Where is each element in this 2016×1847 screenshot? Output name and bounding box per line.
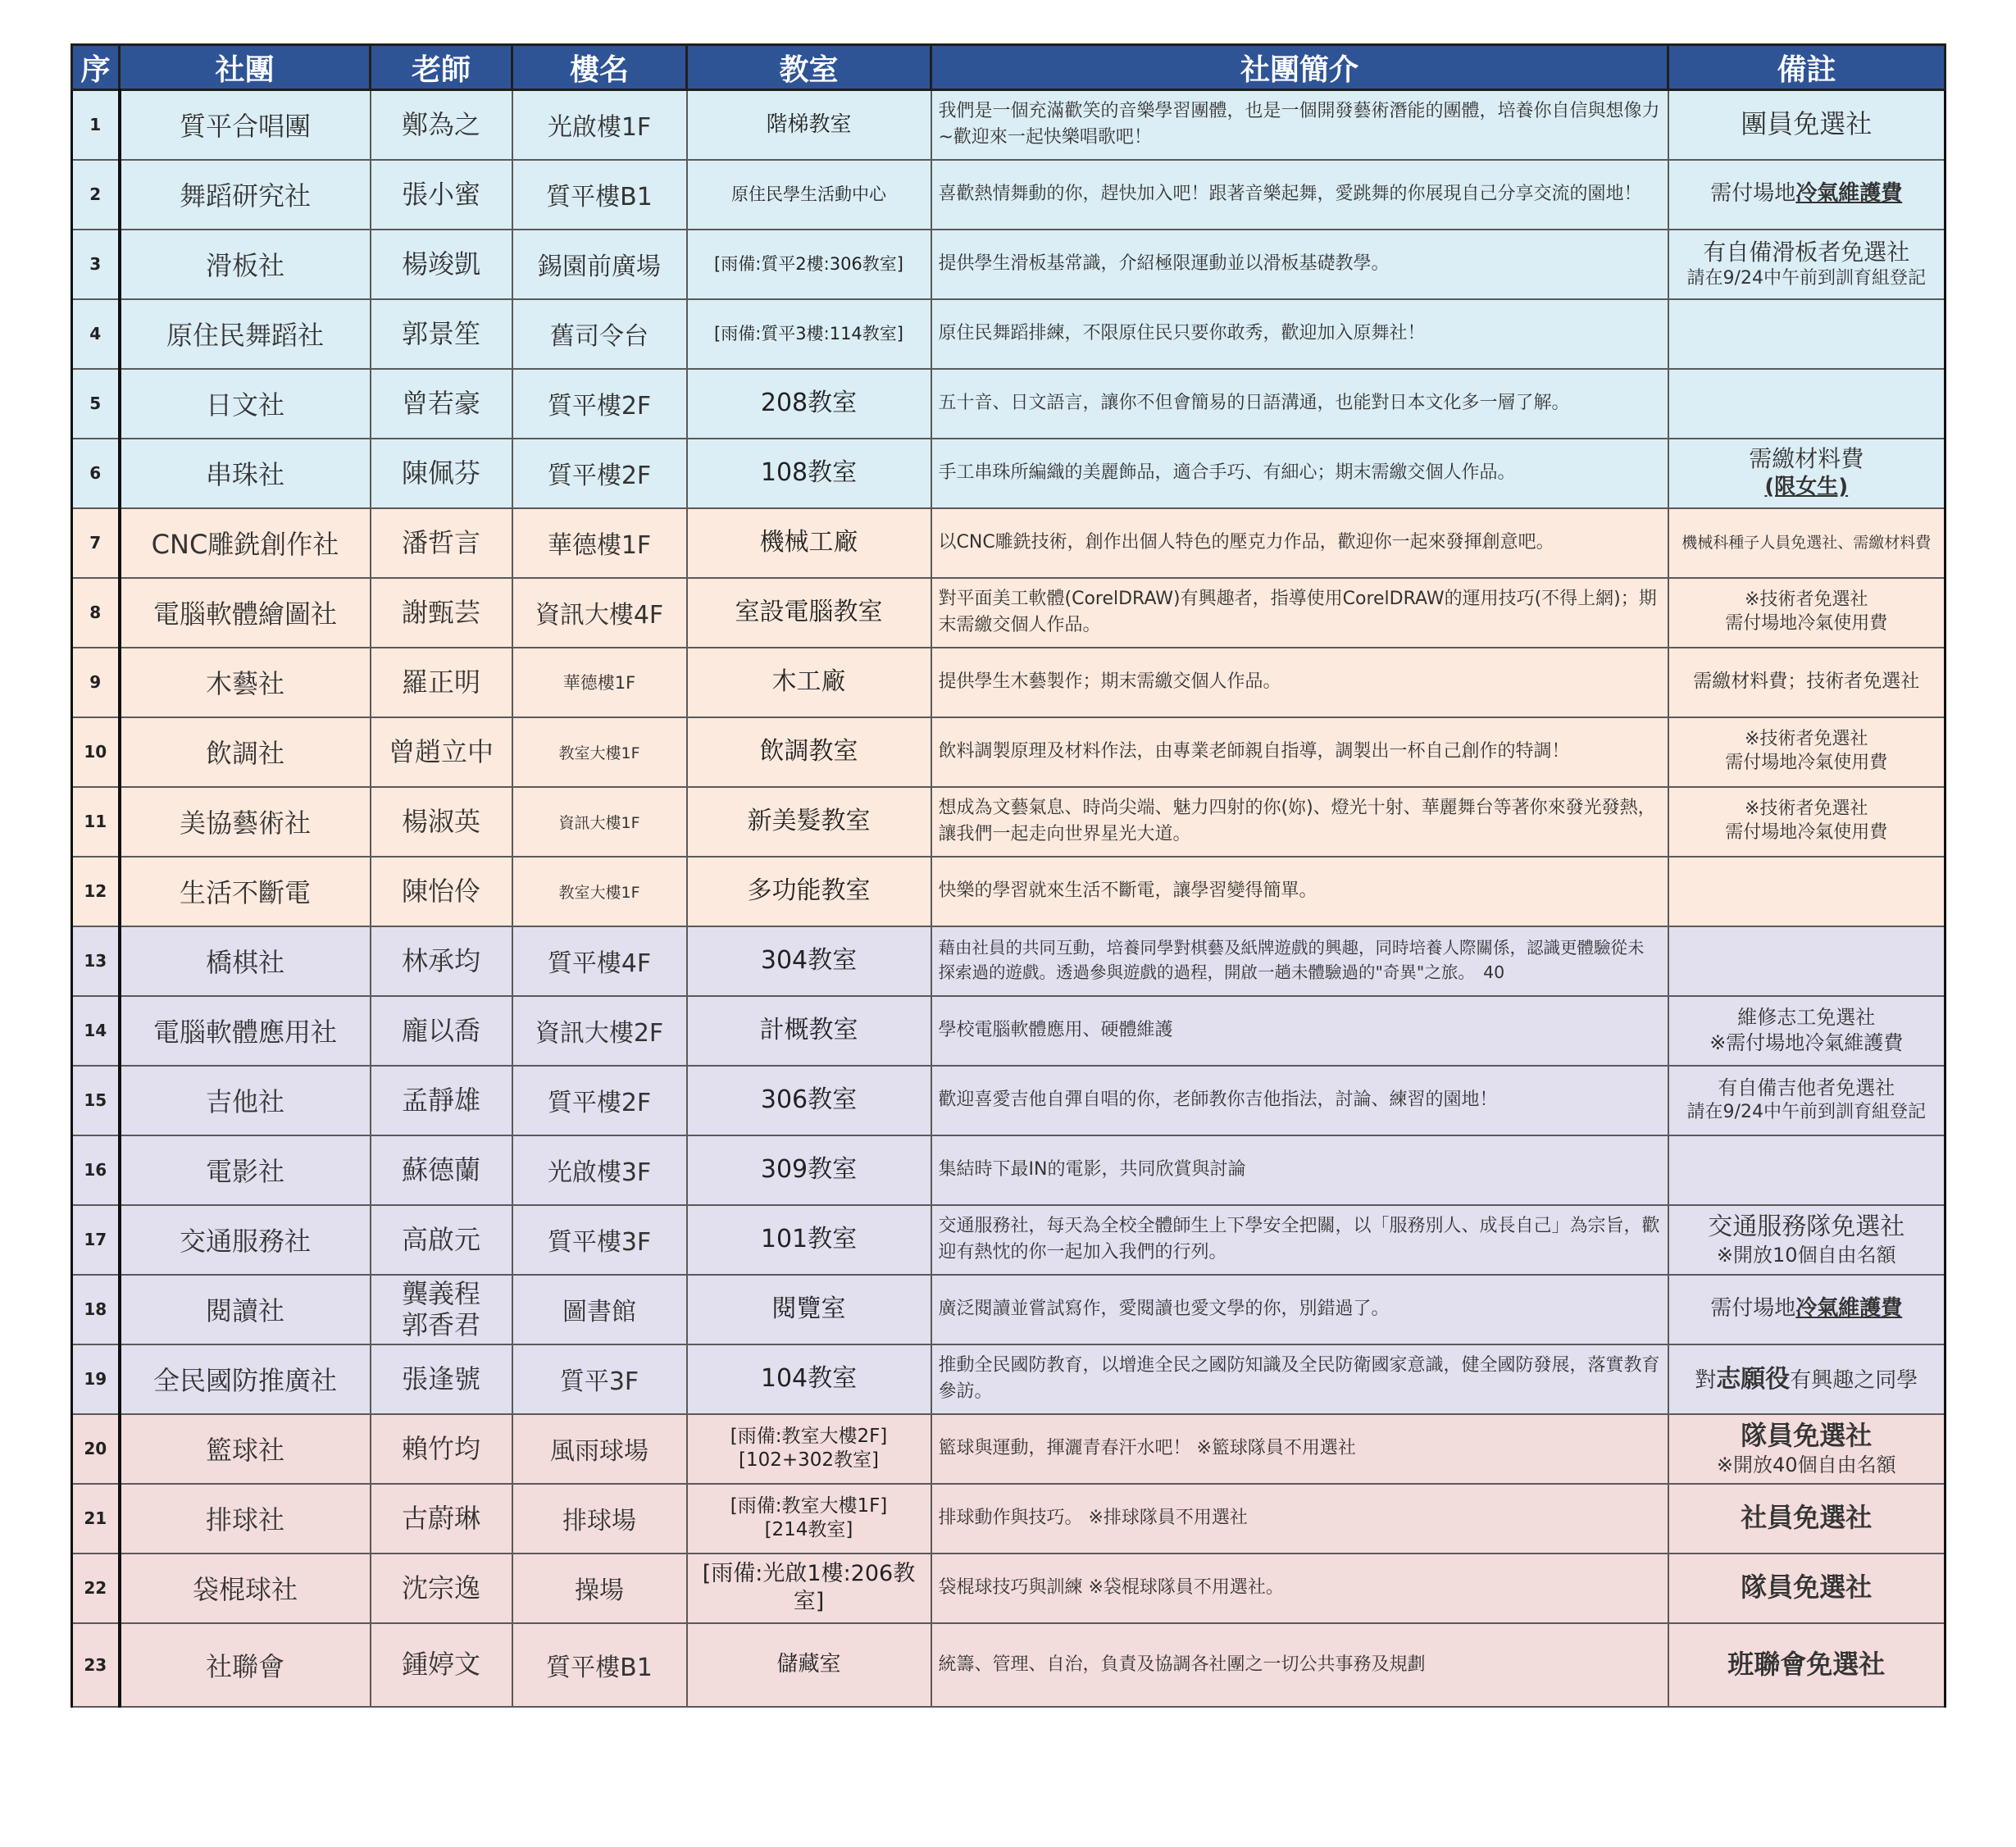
room-cell <box>687 1484 931 1554</box>
note-cell <box>1668 1414 1945 1484</box>
table-row <box>72 1623 1945 1707</box>
seq-cell: 13 <box>72 926 120 996</box>
building-cell: 華德樓1F <box>512 508 687 578</box>
intro-cell: 喜歡熱情舞動的你，趕快加入吧！跟著音樂起舞，愛跳舞的你展現自己分享交流的園地！ <box>931 160 1668 230</box>
note-subtext: 請在9/24中午前到訓育組登記 <box>1686 1102 1926 1123</box>
room-cell: 309教室 <box>687 1135 931 1205</box>
building-cell: 質平樓4F <box>512 926 687 996</box>
note-subtext: 需付場地冷氣使用費 <box>1725 613 1888 634</box>
seq-cell: 6 <box>72 439 120 508</box>
teacher-cell: 郭景笙 <box>371 299 512 369</box>
table-row <box>72 578 1945 648</box>
note-subtext: 請在9/24中午前到訓育組登記 <box>1686 267 1926 289</box>
table-row <box>72 1066 1945 1135</box>
note-cell <box>1668 1344 1945 1414</box>
teacher-cell: 潘哲言 <box>371 508 512 578</box>
note-text: 需繳材料費 <box>1749 444 1864 472</box>
seq-cell: 3 <box>72 230 120 299</box>
seq-cell: 18 <box>72 1275 120 1344</box>
table-row <box>72 787 1945 857</box>
intro-cell: 交通服務社，每天為全校全體師生上下學安全把關，以「服務別人、成長自己」為宗旨，歡迎有熱忱的你一起加入我們的行列。 <box>931 1205 1668 1275</box>
teacher-cell: 楊竣凱 <box>371 230 512 299</box>
note-subtext: ※開放10個自由名額 <box>1716 1243 1896 1267</box>
building-cell: 資訊大樓1F <box>512 787 687 857</box>
table-row <box>72 1205 1945 1275</box>
building-cell: 操場 <box>512 1554 687 1623</box>
note-cell <box>1668 160 1945 230</box>
note-cell: 隊員免選社 <box>1668 1554 1945 1623</box>
room-text: 室] <box>793 1589 825 1614</box>
building-cell: 質平樓2F <box>512 369 687 439</box>
club-name-cell: 串珠社 <box>120 439 371 508</box>
header-note: 備註 <box>1668 45 1945 90</box>
club-name-cell: 飲調社 <box>120 717 371 787</box>
seq-cell: 23 <box>72 1623 120 1707</box>
note-subtext: (限女生) <box>1764 475 1849 500</box>
club-name-cell: 電影社 <box>120 1135 371 1205</box>
club-table <box>71 43 1946 1708</box>
intro-cell: 以CNC雕銑技術，創作出個人特色的壓克力作品，歡迎你一起來發揮創意吧。 <box>931 508 1668 578</box>
building-cell: 教室大樓1F <box>512 857 687 926</box>
intro-cell: 藉由社員的共同互動，培養同學對棋藝及紙牌遊戲的興趣，同時培養人際關係，認識更體驗從未探索過的遊戲。透過參與遊戲的過程，開啟一趟未體驗過的"奇異"之旅。 40 <box>931 926 1668 996</box>
intro-cell: 提供學生滑板基常識，介紹極限運動並以滑板基礎教學。 <box>931 230 1668 299</box>
note-cell <box>1668 439 1945 508</box>
intro-cell: 統籌、管理、自治，負責及協調各社團之一切公共事務及規劃 <box>931 1623 1668 1707</box>
intro-cell: 對平面美工軟體(CorelDRAW)有興趣者，指導使用CorelDRAW的運用技巧(不得上網)；期末需繳交個人作品。 <box>931 578 1668 648</box>
intro-cell: 集結時下最IN的電影，共同欣賞與討論 <box>931 1135 1668 1205</box>
note-subtext: 需付場地冷氣使用費 <box>1725 753 1888 773</box>
intro-cell: 我們是一個充滿歡笑的音樂學習團體，也是一個開發藝術潛能的團體，培養你自信與想像力~歡迎來一起快樂唱歌吧！ <box>931 90 1668 160</box>
club-name-cell: CNC雕銑創作社 <box>120 508 371 578</box>
room-cell: 306教室 <box>687 1066 931 1135</box>
table-row <box>72 299 1945 369</box>
intro-cell: 提供學生木藝製作；期末需繳交個人作品。 <box>931 648 1668 717</box>
teacher-cell: 楊淑英 <box>371 787 512 857</box>
seq-cell: 19 <box>72 1344 120 1414</box>
header-seq: 序 <box>72 45 120 90</box>
intro-cell: 五十音、日文語言，讓你不但會簡易的日語溝通，也能對日本文化多一層了解。 <box>931 369 1668 439</box>
room-cell: 階梯教室 <box>687 90 931 160</box>
header-club: 社團 <box>120 45 371 90</box>
teacher-cell <box>371 1275 512 1344</box>
note-cell <box>1668 230 1945 299</box>
building-cell: 舊司令台 <box>512 299 687 369</box>
seq-cell: 17 <box>72 1205 120 1275</box>
note-emphasis: 志願役 <box>1716 1364 1791 1394</box>
note-emphasis: 冷氣維護費 <box>1795 1296 1903 1322</box>
building-cell: 華德樓1F <box>512 648 687 717</box>
note-text: 有興趣之同學 <box>1790 1367 1918 1393</box>
room-cell: 計概教室 <box>687 996 931 1066</box>
table-row <box>72 1344 1945 1414</box>
building-cell: 質平3F <box>512 1344 687 1414</box>
seq-cell: 21 <box>72 1484 120 1554</box>
club-name-cell: 全民國防推廣社 <box>120 1344 371 1414</box>
teacher-cell: 林承均 <box>371 926 512 996</box>
building-cell: 光啟樓1F <box>512 90 687 160</box>
seq-cell: 4 <box>72 299 120 369</box>
room-text: [雨備:教室大樓2F] <box>730 1426 888 1448</box>
table-row <box>72 1275 1945 1344</box>
building-cell: 排球場 <box>512 1484 687 1554</box>
table-row <box>72 1554 1945 1623</box>
club-name-cell: 橋棋社 <box>120 926 371 996</box>
table-row <box>72 926 1945 996</box>
building-cell: 光啟樓3F <box>512 1135 687 1205</box>
note-text: 需付場地 <box>1710 1296 1796 1322</box>
teacher-cell: 謝甄芸 <box>371 578 512 648</box>
seq-cell: 8 <box>72 578 120 648</box>
note-text: 交通服務隊免選社 <box>1708 1212 1905 1241</box>
note-text: 需付場地 <box>1710 181 1796 207</box>
note-emphasis: 冷氣維護費 <box>1795 181 1903 207</box>
building-cell: 質平樓2F <box>512 439 687 508</box>
seq-cell: 7 <box>72 508 120 578</box>
note-subtext: ※需付場地冷氣維護費 <box>1709 1031 1904 1054</box>
note-text: ※技術者免選社 <box>1745 589 1868 611</box>
table-row <box>72 230 1945 299</box>
teacher-cell: 張小蜜 <box>371 160 512 230</box>
table-row <box>72 508 1945 578</box>
building-cell: 資訊大樓2F <box>512 996 687 1066</box>
note-cell <box>1668 299 1945 369</box>
club-name-cell: 滑板社 <box>120 230 371 299</box>
building-cell: 質平樓B1 <box>512 1623 687 1707</box>
club-name-cell: 質平合唱團 <box>120 90 371 160</box>
club-name-cell: 舞蹈研究社 <box>120 160 371 230</box>
club-name-cell: 電腦軟體應用社 <box>120 996 371 1066</box>
seq-cell: 2 <box>72 160 120 230</box>
room-cell: 原住民學生活動中心 <box>687 160 931 230</box>
room-cell: 208教室 <box>687 369 931 439</box>
intro-cell: 袋棍球技巧與訓練 ※袋棍球隊員不用選社。 <box>931 1554 1668 1623</box>
seq-cell: 9 <box>72 648 120 717</box>
intro-cell: 排球動作與技巧。 ※排球隊員不用選社 <box>931 1484 1668 1554</box>
note-text: 對 <box>1695 1367 1717 1393</box>
teacher-cell: 曾若豪 <box>371 369 512 439</box>
intro-cell: 推動全民國防教育，以增進全民之國防知識及全民防衛國家意識，健全國防發展，落實教育參訪。 <box>931 1344 1668 1414</box>
note-cell: 需繳材料費；技術者免選社 <box>1668 648 1945 717</box>
note-cell <box>1668 1205 1945 1275</box>
club-name-cell: 木藝社 <box>120 648 371 717</box>
teacher-cell: 曾趙立中 <box>371 717 512 787</box>
seq-cell: 14 <box>72 996 120 1066</box>
teacher-cell: 高啟元 <box>371 1205 512 1275</box>
table-row <box>72 160 1945 230</box>
note-emphasis: 隊員免選社 <box>1741 1419 1873 1451</box>
table-row <box>72 369 1945 439</box>
note-cell <box>1668 787 1945 857</box>
building-cell: 風雨球場 <box>512 1414 687 1484</box>
room-cell: 飲調教室 <box>687 717 931 787</box>
note-cell <box>1668 996 1945 1066</box>
note-cell <box>1668 717 1945 787</box>
table-row <box>72 1135 1945 1205</box>
building-cell: 資訊大樓4F <box>512 578 687 648</box>
teacher-cell: 鄭為之 <box>371 90 512 160</box>
club-name-cell: 排球社 <box>120 1484 371 1554</box>
header-teacher: 老師 <box>371 45 512 90</box>
note-cell: 班聯會免選社 <box>1668 1623 1945 1707</box>
room-cell: 多功能教室 <box>687 857 931 926</box>
note-subtext: ※開放40個自由名額 <box>1716 1453 1896 1477</box>
teacher-cell: 陳怡伶 <box>371 857 512 926</box>
club-name-cell: 日文社 <box>120 369 371 439</box>
intro-cell: 原住民舞蹈排練，不限原住民只要你敢秀，歡迎加入原舞社！ <box>931 299 1668 369</box>
table-row <box>72 90 1945 160</box>
intro-cell: 手工串珠所編織的美麗飾品，適合手巧、有細心；期末需繳交個人作品。 <box>931 439 1668 508</box>
intro-cell: 廣泛閱讀並嘗試寫作，愛閱讀也愛文學的你，別錯過了。 <box>931 1275 1668 1344</box>
room-cell <box>687 1414 931 1484</box>
teacher-cell: 羅正明 <box>371 648 512 717</box>
club-name-cell: 原住民舞蹈社 <box>120 299 371 369</box>
table-row <box>72 857 1945 926</box>
club-name-cell: 電腦軟體繪圖社 <box>120 578 371 648</box>
room-text: [雨備:教室大樓1F] <box>730 1495 888 1517</box>
room-cell: 104教室 <box>687 1344 931 1414</box>
club-name-cell: 社聯會 <box>120 1623 371 1707</box>
teacher-cell: 陳佩芬 <box>371 439 512 508</box>
room-cell: 304教室 <box>687 926 931 996</box>
building-cell: 圖書館 <box>512 1275 687 1344</box>
room-text: [102+302教室] <box>738 1449 880 1471</box>
table-row <box>72 1484 1945 1554</box>
club-name-cell: 交通服務社 <box>120 1205 371 1275</box>
intro-cell: 學校電腦軟體應用、硬體維護 <box>931 996 1668 1066</box>
table-row <box>72 996 1945 1066</box>
room-cell: 木工廠 <box>687 648 931 717</box>
seq-cell: 16 <box>72 1135 120 1205</box>
room-cell: 108教室 <box>687 439 931 508</box>
seq-cell: 22 <box>72 1554 120 1623</box>
table-row <box>72 1414 1945 1484</box>
note-text: 有自備吉他者免選社 <box>1718 1076 1895 1100</box>
note-subtext: 需付場地冷氣使用費 <box>1725 822 1888 843</box>
teacher-cell: 孟靜雄 <box>371 1066 512 1135</box>
club-name-cell: 閱讀社 <box>120 1275 371 1344</box>
room-cell: 儲藏室 <box>687 1623 931 1707</box>
club-name-cell: 籃球社 <box>120 1414 371 1484</box>
header-intro: 社團簡介 <box>931 45 1668 90</box>
note-cell <box>1668 857 1945 926</box>
note-text: 有自備滑板者免選社 <box>1703 238 1910 266</box>
seq-cell: 5 <box>72 369 120 439</box>
room-cell: [雨備:質平3樓:114教室] <box>687 299 931 369</box>
seq-cell: 1 <box>72 90 120 160</box>
note-text: 維修志工免選社 <box>1737 1005 1876 1029</box>
seq-cell: 20 <box>72 1414 120 1484</box>
intro-cell: 飲料調製原理及材料作法，由專業老師親自指導，調製出一杯自己創作的特調！ <box>931 717 1668 787</box>
building-cell: 教室大樓1F <box>512 717 687 787</box>
intro-cell: 想成為文藝氣息、時尚尖端、魅力四射的你(妳)、燈光十射、華麗舞台等著你來發光發熱，讓我們一起走向世界星光大道。 <box>931 787 1668 857</box>
header-building: 樓名 <box>512 45 687 90</box>
intro-cell: 快樂的學習就來生活不斷電，讓學習變得簡單。 <box>931 857 1668 926</box>
building-cell: 質平樓B1 <box>512 160 687 230</box>
room-cell: 101教室 <box>687 1205 931 1275</box>
teacher-cell: 沈宗逸 <box>371 1554 512 1623</box>
seq-cell: 10 <box>72 717 120 787</box>
club-name-cell: 生活不斷電 <box>120 857 371 926</box>
note-cell: 團員免選社 <box>1668 90 1945 160</box>
header-room: 教室 <box>687 45 931 90</box>
room-cell: 閱覽室 <box>687 1275 931 1344</box>
room-cell: [雨備:質平2樓:306教室] <box>687 230 931 299</box>
note-cell <box>1668 1066 1945 1135</box>
note-text: ※技術者免選社 <box>1745 729 1868 750</box>
room-cell: 機械工廠 <box>687 508 931 578</box>
note-cell <box>1668 1275 1945 1344</box>
club-name-cell: 美協藝術社 <box>120 787 371 857</box>
teacher-cell: 鍾婷文 <box>371 1623 512 1707</box>
building-cell: 質平樓3F <box>512 1205 687 1275</box>
seq-cell: 12 <box>72 857 120 926</box>
note-cell <box>1668 1135 1945 1205</box>
note-cell: 社員免選社 <box>1668 1484 1945 1554</box>
teacher-cell: 賴竹均 <box>371 1414 512 1484</box>
building-cell: 質平樓2F <box>512 1066 687 1135</box>
teacher-cell: 古蔚琳 <box>371 1484 512 1554</box>
room-text: [雨備:光啟1樓:206教 <box>702 1561 916 1587</box>
teacher-name: 龔義程 <box>401 1277 480 1309</box>
note-cell <box>1668 578 1945 648</box>
header-row <box>72 45 1945 90</box>
teacher-cell: 蘇德蘭 <box>371 1135 512 1205</box>
teacher-cell: 張逢號 <box>371 1344 512 1414</box>
seq-cell: 15 <box>72 1066 120 1135</box>
building-cell: 錫園前廣場 <box>512 230 687 299</box>
teacher-name: 郭香君 <box>401 1309 480 1340</box>
note-cell: 機械科種子人員免選社、需繳材料費 <box>1668 508 1945 578</box>
note-cell <box>1668 369 1945 439</box>
room-cell: 室設電腦教室 <box>687 578 931 648</box>
club-name-cell: 吉他社 <box>120 1066 371 1135</box>
table-row <box>72 717 1945 787</box>
room-text: [214教室] <box>764 1519 853 1540</box>
teacher-cell: 龐以喬 <box>371 996 512 1066</box>
note-text: ※技術者免選社 <box>1745 798 1868 820</box>
room-cell: 新美髮教室 <box>687 787 931 857</box>
seq-cell: 11 <box>72 787 120 857</box>
intro-cell: 歡迎喜愛吉他自彈自唱的你，老師教你吉他指法，討論、練習的園地！ <box>931 1066 1668 1135</box>
note-cell <box>1668 926 1945 996</box>
table-row <box>72 439 1945 508</box>
club-name-cell: 袋棍球社 <box>120 1554 371 1623</box>
intro-cell: 籃球與運動，揮灑青春汗水吧！ ※籃球隊員不用選社 <box>931 1414 1668 1484</box>
room-cell <box>687 1554 931 1623</box>
table-row <box>72 648 1945 717</box>
